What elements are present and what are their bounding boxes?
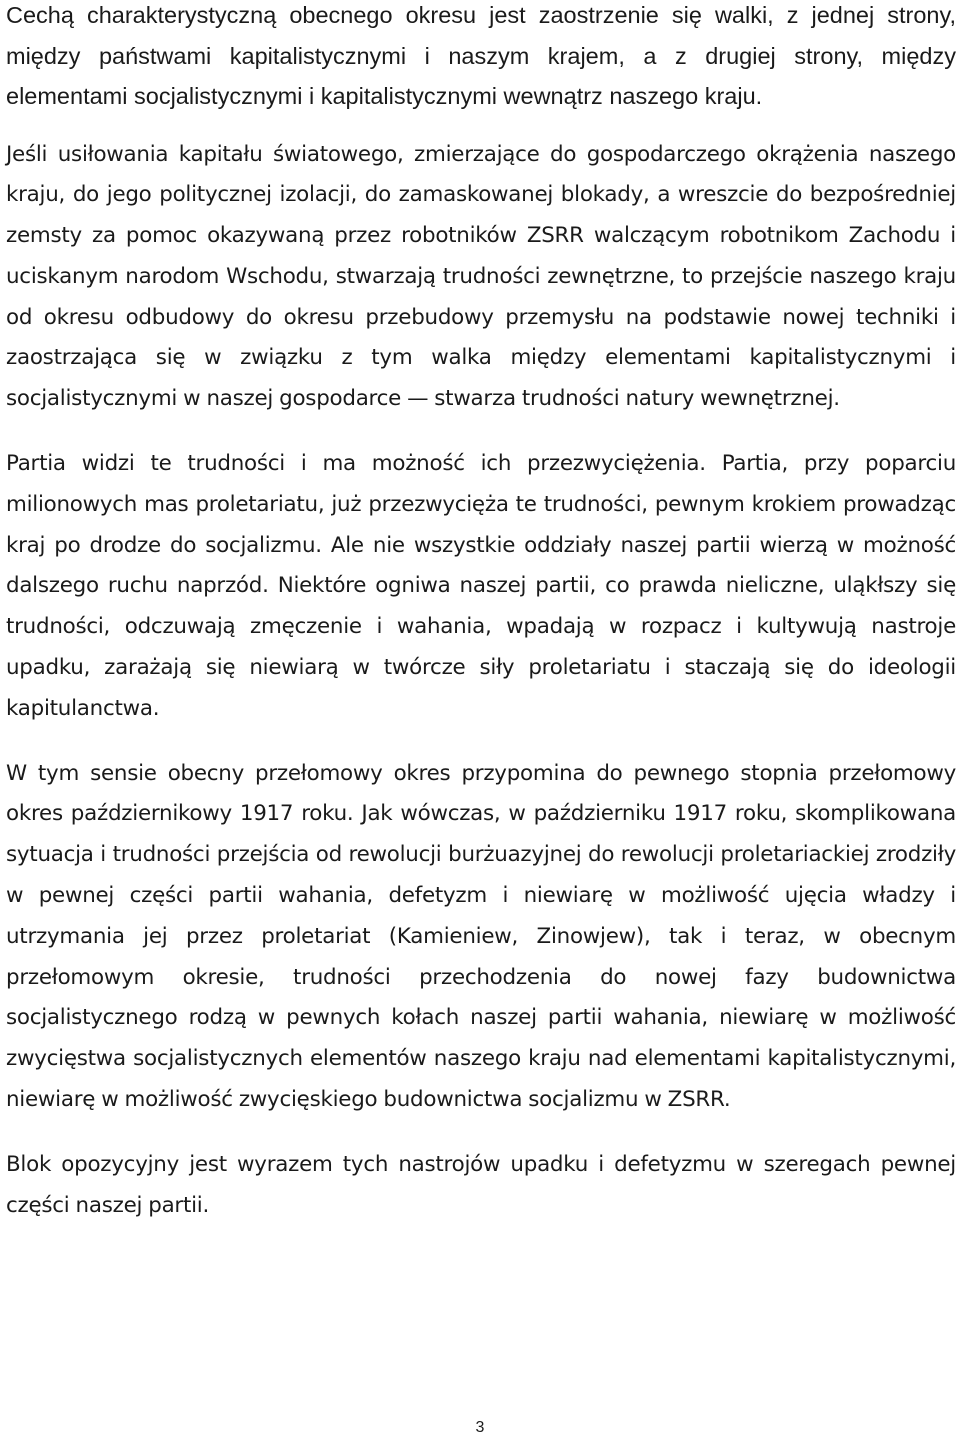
paragraph-5: Blok opozycyjny jest wyrazem tych nastrojów upadku i defetyzmu w szeregach pewnej części naszej partii. <box>6 1151 956 1218</box>
paragraph-4: W tym sensie obecny przełomowy okres przypomina do pewnego stopnia przełomowy okres październikowy 1917 roku. Jak wówczas, w październiku 1917 roku, skomplikowana sytuacja i trudności przejścia od rewolucji burżuazyjnej do rewolucji proletariackiej zrodziły w pewnej części partii wahania, defetyzm i niewiarę w możliwość ujęcia władzy i utrzymania jej przez proletariat (Kamieniew, Zinowjew), tak i teraz, w obecnym przełomowym okresie, trudności przechodzenia do nowej fazy budownictwa socjalistycznego rodzą w pewnych kołach naszej partii wahania, niewiarę w możliwość zwycięstwa socjalistycznych elementów naszego kraju nad elementami kapitalistycznymi, niewiarę w możliwość zwycięskiego budownictwa socjalizmu w ZSRR. <box>6 760 956 1113</box>
paragraph-3: Partia widzi te trudności i ma możność ich przezwyciężenia. Partia, przy poparciu milionowych mas proletariatu, już przezwycięża te trudności, pewnym krokiem prowadząc kraj po drodze do socjalizmu. Ale nie wszystkie oddziały naszej partii wierzą w możność dalszego ruchu naprzód. Niektóre ogniwa naszej partii, co prawda nieliczne, uląkłszy się trudności, odczuwają zmęczenie i wahania, wpadają w rozpacz i kultywują nastroje upadku, zarażają się niewiarą w twórcze siły proletariatu i staczają się do ideologii kapitulanctwa. <box>6 451 956 721</box>
paragraph-1: Cechą charakterystyczną obecnego okresu jest zaostrzenie się walki, z jednej strony, między państwami kapitalistycznymi i naszym krajem, a z drugiej strony, między elementami socjalistycznymi i kapitalistycznymi wewnątrz naszego kraju. <box>6 2 956 109</box>
paragraph-2: Jeśli usiłowania kapitału światowego, zmierzające do gospodarczego okrążenia naszego kraju, do jego politycznej izolacji, do zamaskowanej blokady, a wreszcie do bezpośredniej zemsty za pomoc okazywaną przez robotników ZSRR walczącym robotnikom Zachodu i uciskanym narodom Wschodu, stwarzają trudności zewnętrzne, to przejście naszego kraju od okresu odbudowy do okresu przebudowy przemysłu na podstawie nowej techniki i zaostrzająca się w związku z tym walka między elementami kapitalistycznymi i socjalistycznymi w naszej gospodarce — stwarza trudności natury wewnętrznej. <box>6 141 956 412</box>
page-number: 3 <box>475 1419 485 1436</box>
